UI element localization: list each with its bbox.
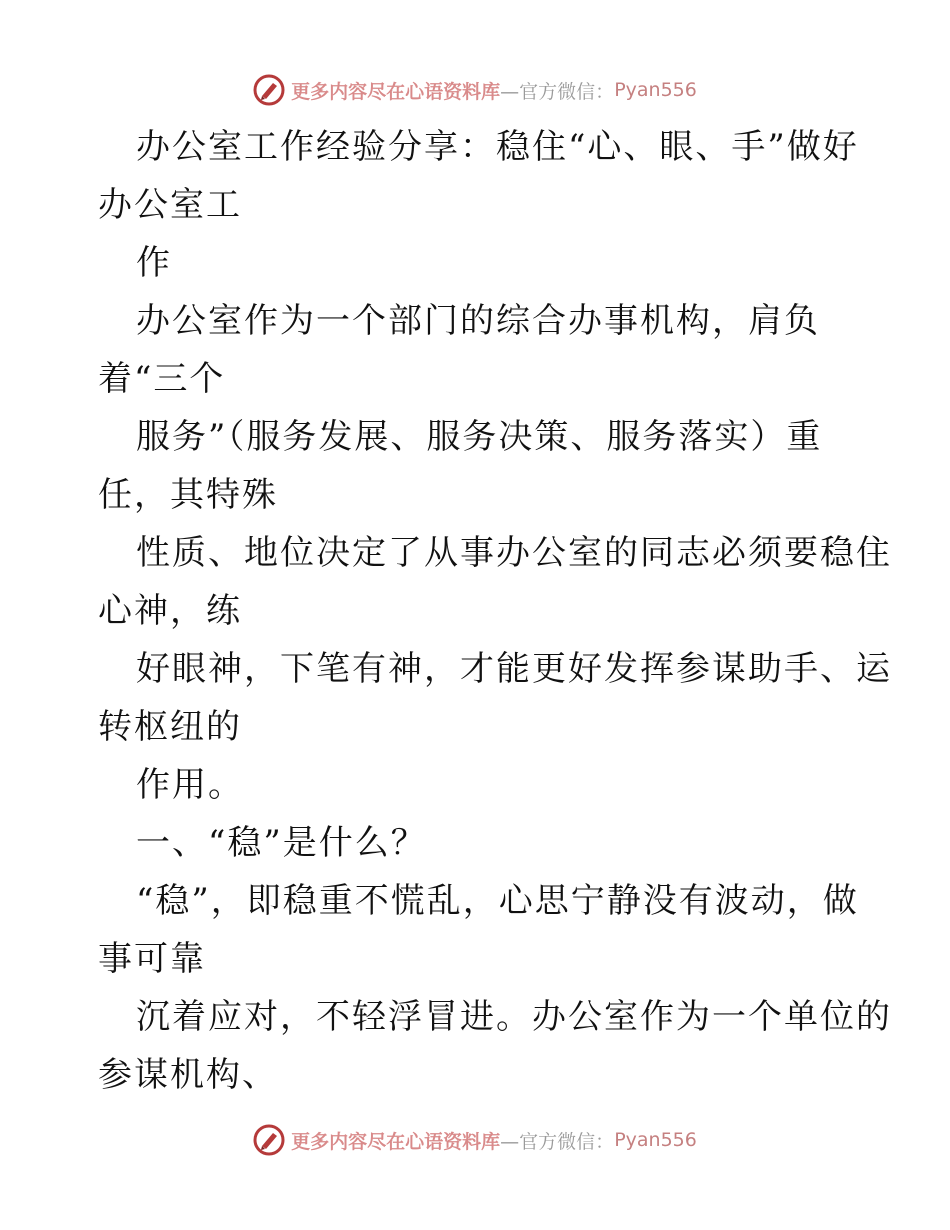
watermark-account: Pyan556 bbox=[614, 79, 697, 101]
text-line: 着“三个 bbox=[98, 359, 226, 399]
text-line: 性质、地位决定了从事办公室的同志必须要稳住 bbox=[136, 533, 892, 573]
watermark-separator: —官方微信： bbox=[500, 80, 615, 103]
watermark-main-text: 更多内容尽在心语资料库 bbox=[291, 1130, 501, 1153]
text-line: 好眼神，下笔有神，才能更好发挥参谋助手、运 bbox=[136, 649, 892, 689]
text-line: 转枢纽的 bbox=[98, 707, 242, 747]
watermark-separator: —官方微信： bbox=[500, 1130, 615, 1153]
text-line: 作 bbox=[136, 243, 172, 283]
text-line: 办公室工作经验分享：稳住“心、眼、手”做好 bbox=[136, 127, 859, 167]
pen-logo-icon bbox=[253, 1124, 285, 1156]
text-line: 沉着应对，不轻浮冒进。办公室作为一个单位的 bbox=[136, 997, 892, 1037]
text-line: 事可靠 bbox=[98, 939, 206, 979]
text-line: 任，其特殊 bbox=[98, 475, 278, 515]
text-line: 办公室工 bbox=[98, 185, 242, 225]
text-line: 心神，练 bbox=[98, 591, 242, 631]
text-line: 办公室作为一个部门的综合办事机构，肩负 bbox=[136, 301, 820, 341]
pen-logo-icon bbox=[253, 74, 285, 106]
watermark-account: Pyan556 bbox=[614, 1129, 697, 1151]
text-line: 作用。 bbox=[136, 765, 244, 805]
header-watermark bbox=[0, 70, 950, 110]
footer-watermark bbox=[0, 1120, 950, 1160]
text-line: 服务”（服务发展、服务决策、服务落实）重 bbox=[136, 417, 823, 457]
text-line: “稳”，即稳重不慌乱，心思宁静没有波动，做 bbox=[136, 881, 859, 921]
text-line: 参谋机构、 bbox=[98, 1055, 278, 1095]
section-heading: 一、“稳”是什么？ bbox=[136, 823, 427, 863]
watermark-main-text: 更多内容尽在心语资料库 bbox=[291, 80, 501, 103]
